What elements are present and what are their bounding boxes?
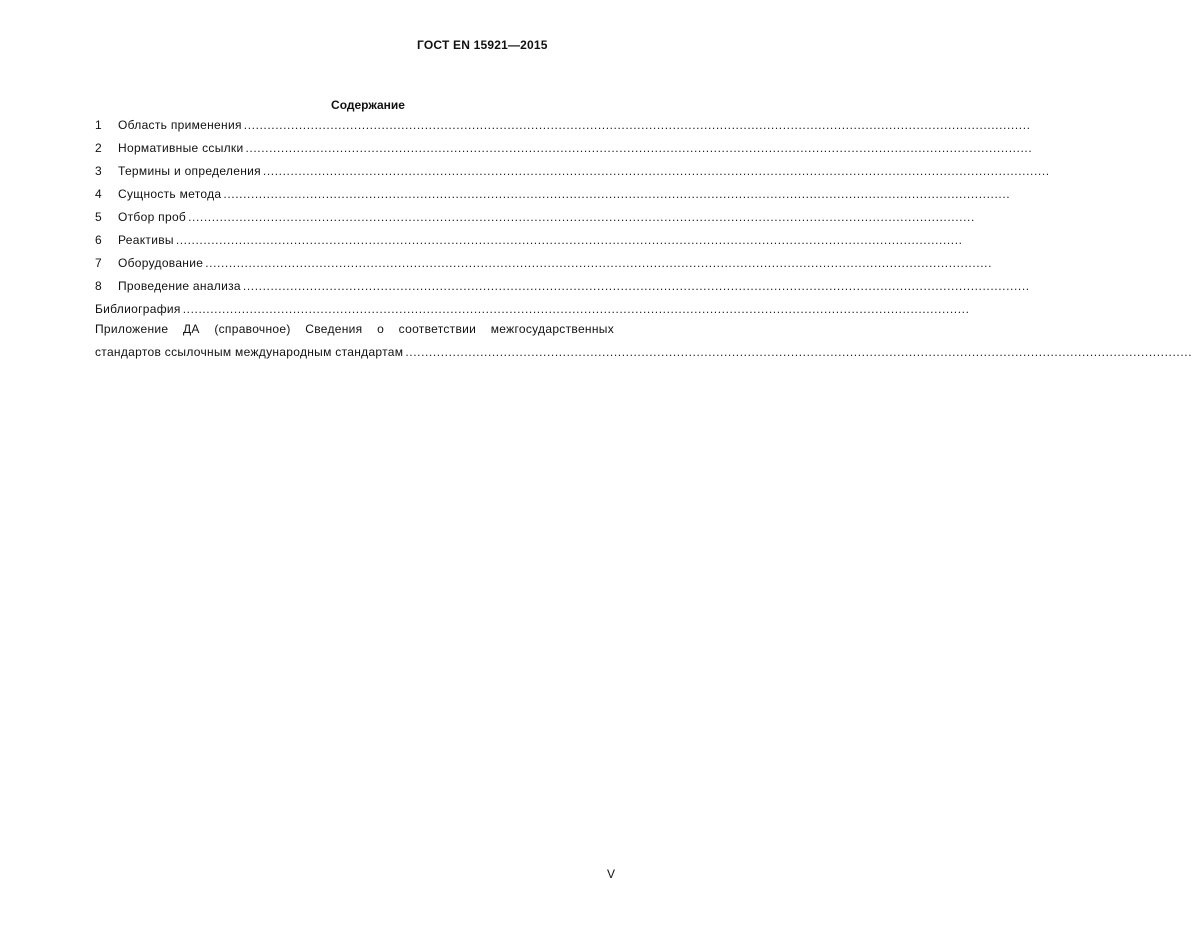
toc-item-label: Реактивы xyxy=(118,233,174,247)
toc-item-label: Отбор проб xyxy=(118,210,187,224)
toc-item-6[interactable] xyxy=(95,229,963,252)
dot-leader: ........................................................................................................................................................................................................ xyxy=(245,141,1033,155)
toc-item-number: 7 xyxy=(95,256,102,270)
toc-title: Содержание xyxy=(331,98,405,112)
dot-leader: ........................................................................................................................................................................................................ xyxy=(223,187,1011,201)
toc-item-3[interactable] xyxy=(95,160,1050,183)
toc-item-label: Проведение анализа xyxy=(118,279,241,293)
dot-leader: ........................................................................................................................................................................................................ xyxy=(188,210,975,224)
toc-item-label: Область применения xyxy=(118,118,242,132)
toc-item-annex[interactable] xyxy=(95,318,1192,364)
toc-item-7[interactable] xyxy=(95,252,993,275)
document-standard-code: ГОСТ EN 15921—2015 xyxy=(417,38,548,52)
toc-item-1[interactable] xyxy=(95,114,1031,137)
dot-leader: ........................................................................................................................................................................................................ xyxy=(405,345,1192,359)
toc-item-number: 3 xyxy=(95,164,102,178)
dot-leader: ........................................................................................................................................................................................................ xyxy=(243,118,1031,132)
toc-item-4[interactable] xyxy=(95,183,1011,206)
dot-leader: ........................................................................................................................................................................................................ xyxy=(205,256,993,270)
toc-item-label: Термины и определения xyxy=(118,164,261,178)
toc-item-label: Библиография xyxy=(95,302,181,316)
toc-item-number: 6 xyxy=(95,233,102,247)
page-number: V xyxy=(607,867,616,881)
toc-item-2[interactable] xyxy=(95,137,1033,160)
toc-item-label: Нормативные ссылки xyxy=(118,141,244,155)
toc-item-number: 5 xyxy=(95,210,102,224)
toc-item-number: 8 xyxy=(95,279,102,293)
dot-leader: ........................................................................................................................................................................................................ xyxy=(182,302,970,316)
toc-item-number: 2 xyxy=(95,141,102,155)
annex-title-line-2 xyxy=(95,341,1192,364)
toc-item-number: 1 xyxy=(95,118,102,132)
annex-title-line-1: Приложение ДА (справочное) Сведения о соответствии межгосударственных xyxy=(95,322,614,336)
toc-item-5[interactable] xyxy=(95,206,975,229)
table-of-contents xyxy=(95,114,1050,321)
dot-leader: ........................................................................................................................................................................................................ xyxy=(262,164,1050,178)
toc-item-8[interactable] xyxy=(95,275,1030,298)
toc-item-label: Оборудование xyxy=(118,256,204,270)
dot-leader: ........................................................................................................................................................................................................ xyxy=(242,279,1030,293)
toc-item-label: стандартов ссылочным международным стандартам xyxy=(95,345,404,359)
dot-leader: ........................................................................................................................................................................................................ xyxy=(175,233,963,247)
toc-item-label: Сущность метода xyxy=(118,187,222,201)
toc-item-number: 4 xyxy=(95,187,102,201)
